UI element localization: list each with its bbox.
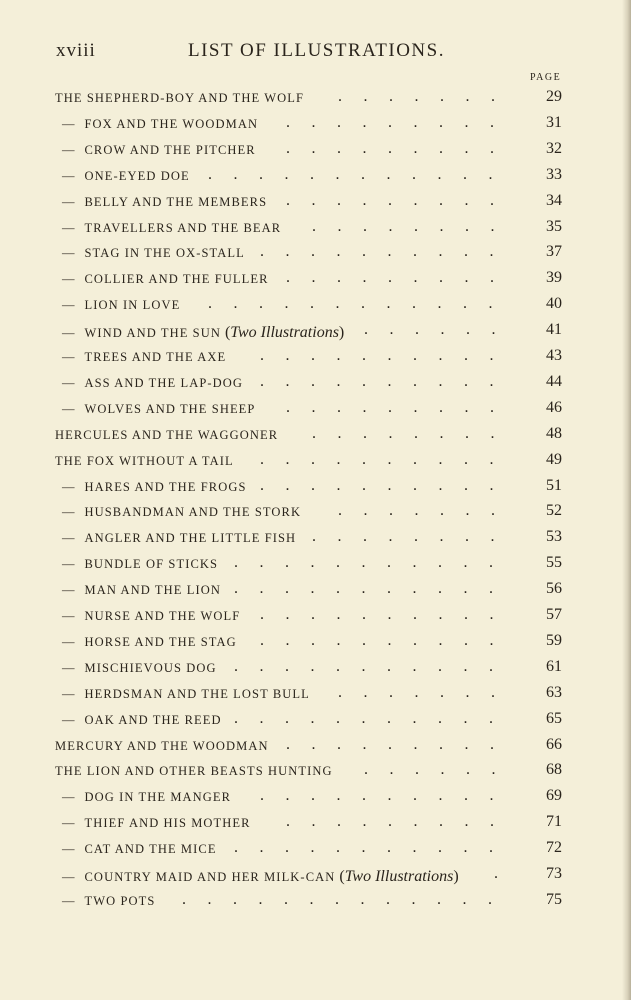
title-text: THE LION AND OTHER BEASTS HUNTING	[55, 764, 333, 779]
dot-leader: ..........	[260, 347, 515, 364]
ditto-dash: —	[62, 893, 75, 908]
title-text: THE SHEPHERD-BOY AND THE WOLF	[55, 91, 305, 105]
list-item	[0, 192, 631, 214]
ditto-dash: —	[62, 609, 75, 623]
dot-leader: .......	[338, 88, 517, 105]
illustration-title	[62, 842, 217, 857]
list-item	[0, 477, 631, 499]
illustration-title	[62, 143, 256, 158]
list-item	[0, 658, 631, 680]
title-text: MAN AND THE LION	[84, 583, 221, 598]
list-item	[0, 114, 631, 136]
dot-leader: ..........	[260, 243, 515, 261]
illustration-title	[62, 713, 222, 728]
page-number: 31	[546, 113, 562, 131]
ditto-dash: —	[62, 870, 75, 884]
page-number: 71	[546, 813, 562, 831]
illustration-title	[62, 272, 269, 287]
ditto-dash: —	[62, 634, 75, 649]
dot-leader: ...........	[234, 839, 515, 857]
illustration-title	[62, 505, 301, 520]
list-item	[0, 632, 631, 654]
page-number: 68	[546, 761, 562, 779]
list-item	[0, 425, 631, 447]
illustration-title	[62, 557, 218, 572]
title-text: CAT AND THE MICE	[84, 842, 217, 857]
list-item	[0, 269, 631, 291]
dot-leader: ...........	[234, 657, 515, 675]
page-number: 56	[546, 580, 562, 598]
page-number: 65	[546, 709, 562, 727]
title-text: COLLIER AND THE FULLER	[84, 272, 269, 287]
illustration-title	[62, 480, 247, 495]
page-number: 59	[546, 631, 562, 649]
illustration-title	[62, 324, 344, 342]
page-number: 63	[546, 683, 562, 701]
ditto-dash: —	[62, 557, 75, 572]
title-text: MERCURY AND THE WOODMAN	[55, 738, 269, 753]
title-text: OAK AND THE REED	[84, 712, 222, 727]
ditto-dash: —	[62, 531, 75, 546]
note-paren: (Two Illustrations)	[220, 324, 345, 342]
dot-leader: .	[494, 865, 520, 882]
dot-leader: ..........	[260, 631, 515, 649]
page-number: 72	[546, 839, 562, 857]
dot-leader: ........	[312, 528, 516, 546]
dot-leader: ......	[364, 761, 517, 779]
page-number: 52	[546, 502, 562, 520]
title-text: TWO POTS	[84, 893, 156, 908]
title-text: HERCULES AND THE WAGGONER	[55, 427, 279, 442]
list-item	[0, 321, 631, 343]
page-number: 43	[546, 347, 562, 364]
ditto-dash: —	[62, 220, 75, 235]
dot-leader: .............	[182, 890, 514, 908]
page-number: 39	[546, 269, 562, 287]
illustration-title	[62, 298, 180, 313]
title-text: FOX AND THE WOODMAN	[84, 116, 259, 131]
dot-leader: .......	[338, 683, 517, 701]
dot-leader: .........	[286, 813, 516, 831]
page-number: 75	[546, 890, 562, 908]
illustration-title	[62, 402, 255, 417]
illustration-title	[62, 790, 231, 805]
title-text: TREES AND THE AXE	[84, 350, 227, 364]
ditto-dash: —	[62, 479, 75, 494]
ditto-dash: —	[62, 116, 75, 131]
ditto-dash: —	[62, 686, 75, 701]
title-text: HORSE AND THE STAG	[84, 634, 237, 649]
dot-leader: .........	[286, 139, 516, 157]
dot-leader: ............	[208, 295, 514, 313]
title-text: LION IN LOVE	[84, 298, 181, 313]
page-number: 32	[546, 139, 562, 157]
ditto-dash: —	[62, 298, 75, 313]
note-paren: (Two Illustrations)	[335, 868, 459, 885]
title-text: THE FOX WITHOUT A TAIL	[55, 453, 234, 468]
page-number: 46	[546, 398, 562, 416]
running-title: LIST OF ILLUSTRATIONS.	[188, 40, 445, 61]
list-item	[0, 684, 631, 706]
list-item	[0, 580, 631, 602]
list-item	[0, 761, 631, 783]
page-number: 55	[546, 554, 562, 572]
list-item	[0, 710, 631, 732]
page-number: 34	[546, 191, 562, 209]
illustration-title	[62, 661, 217, 676]
ditto-dash: —	[62, 790, 75, 805]
ditto-dash: —	[62, 505, 75, 520]
page-number: 61	[546, 657, 562, 675]
illustration-title	[62, 531, 296, 546]
dot-leader: ..........	[260, 787, 515, 805]
list-item	[0, 140, 631, 162]
ditto-dash: —	[62, 842, 75, 857]
dot-leader: .........	[286, 398, 516, 416]
page-number: 57	[546, 606, 562, 623]
illustration-title	[55, 454, 234, 469]
ditto-dash: —	[62, 246, 75, 261]
ditto-dash: —	[62, 816, 75, 831]
page-number: 33	[546, 165, 562, 183]
page-number: 37	[546, 243, 562, 261]
list-item	[0, 839, 631, 861]
page-number: 66	[546, 735, 562, 753]
title-text: COUNTRY MAID AND HER MILK-CAN	[84, 870, 336, 884]
page-number: 53	[546, 528, 562, 546]
list-item	[0, 373, 631, 395]
dot-leader: ......	[364, 321, 517, 339]
ditto-dash: —	[62, 194, 75, 209]
title-text: ANGLER AND THE LITTLE FISH	[84, 531, 297, 546]
title-text: BELLY AND THE MEMBERS	[84, 194, 268, 209]
list-item	[0, 451, 631, 473]
illustration-title	[55, 739, 269, 754]
title-text: BUNDLE OF STICKS	[84, 557, 219, 572]
dot-leader: ...........	[234, 580, 515, 598]
title-text: STAG IN THE OX-STALL	[84, 246, 245, 261]
list-item	[0, 399, 631, 421]
illustration-title	[62, 868, 459, 886]
page-number: 40	[546, 295, 562, 313]
list-item	[0, 606, 631, 628]
dot-leader: ..........	[260, 606, 515, 623]
page-column-label: PAGE	[530, 72, 562, 83]
illustration-title	[62, 350, 226, 365]
illustration-note: Two Illustrations	[230, 324, 339, 342]
illustration-title	[62, 583, 221, 598]
illustration-title	[55, 91, 304, 106]
title-text: MISCHIEVOUS DOG	[84, 660, 217, 675]
dot-leader: ..........	[260, 476, 515, 494]
list-item	[0, 736, 631, 758]
title-text: CROW AND THE PITCHER	[84, 142, 256, 157]
illustration-note: Two Illustrations	[344, 868, 454, 885]
illustration-title	[55, 428, 278, 443]
title-text: ONE-EYED DOE	[84, 168, 190, 183]
ditto-dash: —	[62, 142, 75, 157]
illustration-title	[62, 246, 245, 261]
page-number: 41	[546, 321, 562, 339]
list-item	[0, 295, 631, 317]
dot-leader: .......	[338, 502, 517, 520]
dot-leader: ...........	[234, 709, 515, 727]
page-number: 73	[546, 865, 562, 882]
illustration-title	[62, 816, 251, 831]
list-item	[0, 528, 631, 550]
title-text: HERDSMAN AND THE LOST BULL	[84, 686, 310, 701]
illustration-title	[62, 687, 310, 702]
page-number: 29	[546, 88, 562, 105]
ditto-dash: —	[62, 583, 75, 598]
title-text: NURSE AND THE WOLF	[84, 609, 241, 623]
ditto-dash: —	[62, 401, 75, 416]
ditto-dash: —	[62, 660, 75, 675]
list-item	[0, 88, 631, 110]
illustration-title	[62, 169, 190, 184]
illustration-title	[62, 221, 281, 236]
dot-leader: ..........	[260, 372, 515, 390]
illustration-title	[62, 376, 243, 391]
list-item	[0, 502, 631, 524]
list-item	[0, 554, 631, 576]
list-item	[0, 813, 631, 835]
list-item	[0, 787, 631, 809]
title-text: HUSBANDMAN AND THE STORK	[84, 505, 302, 520]
list-item	[0, 243, 631, 265]
page-number: 51	[546, 476, 562, 494]
dot-leader: ............	[208, 165, 514, 183]
title-text: WIND AND THE SUN	[84, 326, 221, 341]
dot-leader: ..........	[260, 450, 515, 468]
page-header	[56, 40, 576, 70]
illustration-title	[55, 764, 333, 779]
page-number: 48	[546, 424, 562, 442]
page-number: 35	[546, 217, 562, 235]
list-item	[0, 166, 631, 188]
title-text: THIEF AND HIS MOTHER	[84, 816, 251, 831]
dot-leader: .........	[286, 269, 516, 287]
dot-leader: .........	[286, 113, 516, 131]
list-item	[0, 347, 631, 369]
ditto-dash: —	[62, 168, 75, 183]
title-text: HARES AND THE FROGS	[84, 479, 247, 494]
illustration-title	[62, 117, 258, 132]
illustration-title	[62, 635, 237, 650]
page-number: 44	[546, 372, 562, 390]
dot-leader: ...........	[234, 554, 515, 572]
ditto-dash: —	[62, 272, 75, 287]
page-number: 49	[546, 450, 562, 468]
folio: xviii	[56, 40, 96, 61]
illustration-title	[62, 195, 267, 210]
ditto-dash: —	[62, 350, 75, 364]
title-text: ASS AND THE LAP-DOG	[84, 375, 244, 390]
page-number: 69	[546, 787, 562, 805]
dot-leader: ........	[312, 424, 516, 442]
title-text: DOG IN THE MANGER	[84, 790, 232, 805]
ditto-dash: —	[62, 712, 75, 727]
ditto-dash: —	[62, 375, 75, 390]
dot-leader: .........	[286, 735, 516, 753]
title-text: TRAVELLERS AND THE BEAR	[84, 220, 282, 235]
list-item	[0, 865, 631, 887]
list-item	[0, 891, 631, 913]
illustration-title	[62, 894, 155, 909]
title-text: WOLVES AND THE SHEEP	[84, 401, 256, 416]
list-item	[0, 218, 631, 240]
dot-leader: ........	[312, 217, 516, 235]
ditto-dash: —	[62, 326, 75, 341]
dot-leader: .........	[286, 191, 516, 209]
illustration-title	[62, 609, 240, 624]
